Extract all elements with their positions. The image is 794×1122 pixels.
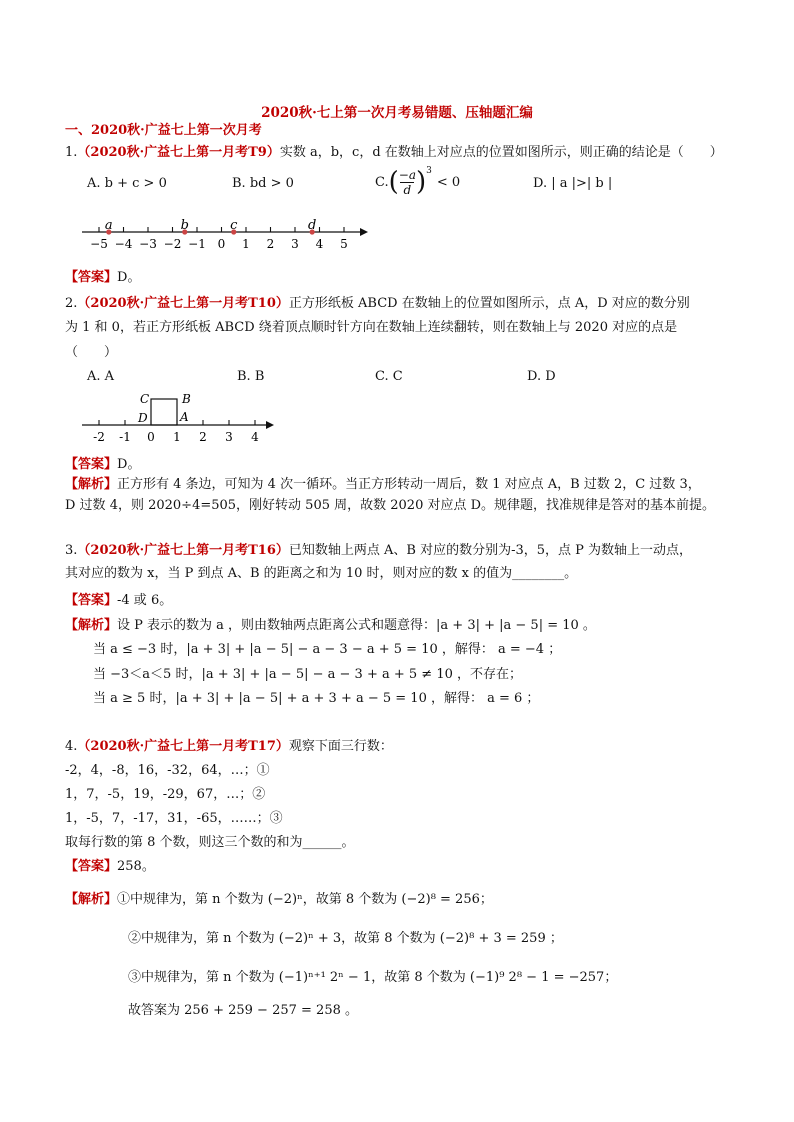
- q1-point-label-d: d: [307, 218, 317, 233]
- q1-tick-label: 0: [217, 237, 226, 251]
- q2-analysis-2: D 过数 4，则 2020÷4=505，刚好转动 505 周，故数 2020 对应点 D。规律题，找准规律是答对的基本前提。: [65, 498, 716, 513]
- square-label-c: C: [140, 392, 150, 406]
- q1-point-label-b: b: [180, 218, 189, 233]
- q1-tick-label: 5: [340, 237, 348, 251]
- q2-option-d: D. D: [527, 369, 556, 384]
- q1-option-c-denominator: d: [403, 182, 412, 197]
- q2-tag: （2020秋·广益七上第一月考T10）: [77, 296, 289, 311]
- q2-stem-3: （ ）: [65, 345, 118, 360]
- square-label-d: D: [138, 411, 148, 425]
- q1-option-c-tail: < 0: [436, 174, 461, 190]
- q1-option-c-letter: C.: [375, 174, 389, 190]
- q1-tick-label: 1: [242, 237, 250, 251]
- q4-question: 取每行数的第 8 个数，则这三个数的和为______。: [65, 835, 355, 850]
- square-label-a: A: [180, 410, 189, 424]
- q1-tick-label: −5: [90, 237, 108, 251]
- q1-number-line: [78, 215, 368, 255]
- q3-analysis-2: 当 a ≤ −3 时，|a + 3| + |a − 5| − a − 3 − a + 5 = 10 ，解得： a = −4 ；: [93, 642, 562, 657]
- q4-tag: （2020秋·广益七上第一月考T17）: [77, 739, 289, 754]
- q1-tag: （2020秋·广益七上第一月考T9）: [77, 145, 280, 160]
- q1-tick-label: 2: [266, 237, 275, 251]
- square-label-b: B: [182, 392, 191, 406]
- q2-tick-label: 2: [199, 430, 207, 444]
- q1-answer: 【答案】D。: [65, 270, 141, 285]
- q2-stem-2: 为 1 和 0，若正方形纸板 ABCD 绕着顶点顺时针方向在数轴上连续翻转，则在数轴上与 2020 对应的点是: [65, 320, 678, 335]
- q1-tick-label: −1: [188, 237, 206, 251]
- q3-stem-1: 3.（2020秋·广益七上第一月考T16）已知数轴上两点 A、B 对应的数分别为-3，5，点 P 为数轴上一动点，: [65, 543, 693, 558]
- q1-point-label-c: c: [230, 218, 238, 233]
- q1-tick-label: −2: [163, 237, 182, 251]
- q1-option-a: A. b + c > 0: [87, 176, 167, 191]
- q1-option-c-numerator: −a: [398, 167, 416, 182]
- q2-answer: 【答案】D。: [65, 457, 141, 472]
- q2-tick-label: 3: [225, 430, 233, 444]
- q3-tag: （2020秋·广益七上第一月考T16）: [77, 543, 289, 558]
- q1-tick-label: −3: [139, 237, 157, 251]
- q4-stem: 4.（2020秋·广益七上第一月考T17）观察下面三行数：: [65, 739, 393, 754]
- q2-option-c: C. C: [375, 369, 403, 384]
- page-title: 2020秋·七上第一次月考易错题、压轴题汇编: [261, 105, 533, 121]
- q1-option-c-paren: (: [388, 167, 399, 197]
- q2-number-line: [78, 388, 278, 448]
- q2-tick-label: 4: [251, 430, 259, 444]
- q4-answer: 【答案】258。: [65, 859, 155, 874]
- q2-option-a: A. A: [87, 369, 115, 384]
- q4-analysis-3: ③中规律为，第 n 个数为 (−1)ⁿ⁺¹ 2ⁿ − 1，故第 8 个数为 (−1)⁹ 2⁸ − 1 = −257；: [128, 970, 618, 985]
- q3-analysis-3: 当 −3＜a＜5 时，|a + 3| + |a − 5| − a − 3 + a + 5 ≠ 10 ，不存在；: [93, 667, 522, 682]
- q1-text: 实数 a，b，c，d 在数轴上对应点的位置如图所示，则正确的结论是（ ）: [279, 145, 723, 160]
- q2-stem-1: 2.（2020秋·广益七上第一月考T10）正方形纸板 ABCD 在数轴上的位置如图所示，点 A，D 对应的数分别: [65, 296, 690, 311]
- q2-option-b: B. B: [237, 369, 265, 384]
- q4-row-2: 1，7，-5，19，-29，67，…；②: [65, 787, 266, 802]
- q1-option-c: C. ( −a d ) $^3$ < 0: [375, 166, 461, 197]
- q3-analysis-4: 当 a ≥ 5 时，|a + 3| + |a − 5| + a + 3 + a − 5 = 10 ，解得： a = 6 ；: [93, 691, 540, 706]
- q2-tick-label: -1: [119, 430, 131, 444]
- q1-option-d: D. | a |>| b |: [533, 176, 613, 191]
- q2-tick-label: 1: [173, 430, 181, 444]
- q1-option-b: B. bd > 0: [232, 176, 294, 191]
- q2-tick-label: 0: [147, 430, 155, 444]
- q3-stem-2: 其对应的数为 x，当 P 到点 A、B 的距离之和为 10 时，则对应的数 x 的值为________。: [65, 566, 578, 581]
- square-board: [151, 399, 177, 425]
- q2-tick-label: -2: [93, 430, 105, 444]
- q1-number: 1.: [65, 145, 78, 160]
- q4-analysis-1: 【解析】①中规律为，第 n 个数为 (−2)ⁿ，故第 8 个数为 (−2)⁸ = 256；: [65, 892, 493, 907]
- q1-point-label-a: a: [104, 218, 113, 233]
- q1-stem: [65, 143, 723, 162]
- q4-row-3: 1，-5，7，-17，31，-65，……；③: [65, 811, 283, 826]
- q2-analysis-1: 【解析】正方形有 4 条边，可知为 4 次一循环。当正方形转动一周后，数 1 对应点 A，B 过数 2，C 过数 3，: [65, 477, 701, 492]
- q4-analysis-2: ②中规律为，第 n 个数为 (−2)ⁿ + 3，故第 8 个数为 (−2)⁸ + 3 = 259 ；: [128, 931, 563, 946]
- q3-answer: 【答案】-4 或 6。: [65, 593, 173, 608]
- q1-tick-label: 4: [315, 237, 324, 251]
- section-heading: 一、2020秋·广益七上第一次月考: [65, 123, 262, 138]
- q4-analysis-4: 故答案为 256 + 259 − 257 = 258 。: [128, 1003, 358, 1018]
- q1-tick-label: 3: [291, 237, 299, 251]
- q1-option-c-fraction: [399, 168, 416, 197]
- q4-row-1: -2，4，-8，16，-32，64，…；①: [65, 763, 270, 778]
- q1-tick-label: −4: [114, 237, 133, 251]
- q3-analysis-1: 【解析】设 P 表示的数为 a ，则由数轴两点距离公式和题意得：|a + 3| + |a − 5| = 10 。: [65, 618, 596, 633]
